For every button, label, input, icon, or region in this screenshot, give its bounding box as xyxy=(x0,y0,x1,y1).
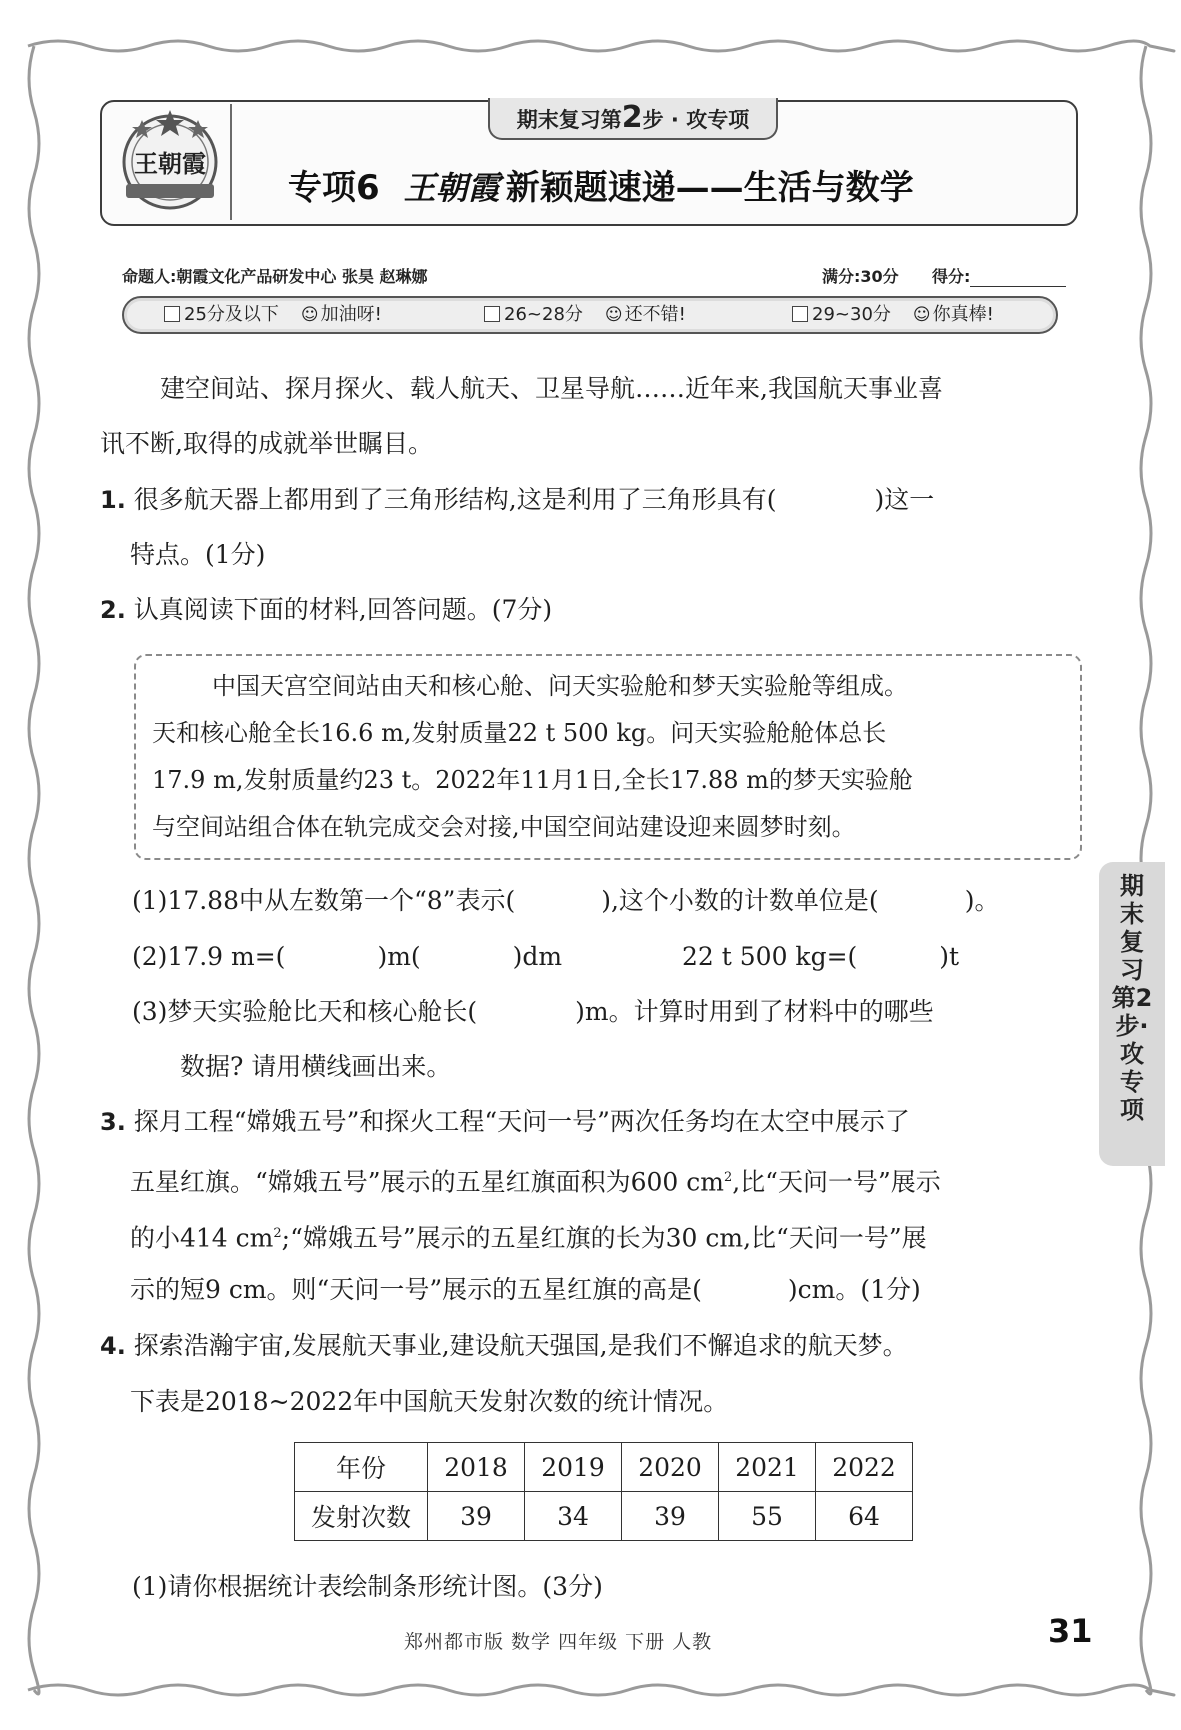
question-1: 1. 很多航天器上都用到了三角形结构,这是利用了三角形具有( )这一 xyxy=(100,485,935,514)
table-cell: 39 xyxy=(428,1492,525,1541)
stage-suffix: 步 · 攻专项 xyxy=(642,108,750,132)
question-2-part-1: (1)17.88中从左数第一个“8”表示( ),这个小数的计数单位是( )。 xyxy=(132,886,1000,915)
question-3-line-3: 的小414 $cm^2;“$嫦娥五号”展示的五星红旗的长为30 cm,比“天问一号”展 xyxy=(130,1223,927,1253)
svg-text:王朝霞: 王朝霞 xyxy=(134,149,206,178)
table-cell: 2020 xyxy=(622,1443,719,1492)
material-line-4: 与空间站组合体在轨完成交会对接,中国空间站建设迎来圆梦时刻。 xyxy=(152,813,856,841)
footer-edition: 郑州都市版 数学 四年级 下册 人教 xyxy=(404,1631,713,1653)
table-header-cell: 年份 xyxy=(295,1443,428,1492)
checkbox-icon[interactable] xyxy=(164,306,180,322)
question-2-part-2b: 22 t 500 kg=( )t xyxy=(682,942,960,971)
intro-line-1: 建空间站、探月探火、载人航天、卫星导航……近年来,我国航天事业喜 xyxy=(160,374,943,403)
table-cell: 2022 xyxy=(816,1443,913,1492)
question-3-line-2: 五星红旗。“嫦娥五号”展示的五星红旗面积为600 $cm^2$,比“天问一号”展示 xyxy=(130,1167,941,1197)
table-row xyxy=(295,1492,913,1541)
publisher-logo xyxy=(112,106,228,218)
logo-divider xyxy=(230,104,232,220)
score-label: 得分: xyxy=(932,267,971,286)
question-4: 4. 探索浩瀚宇宙,发展航天事业,建设航天强国,是我们不懈追求的航天梦。 xyxy=(100,1331,908,1360)
table-cell: 2019 xyxy=(525,1443,622,1492)
question-2-part-2: (2)17.9 m=( )m( )dm xyxy=(132,942,563,971)
question-2-part-3-line-2: 数据? 请用横线画出来。 xyxy=(180,1052,452,1081)
table-cell: 55 xyxy=(719,1492,816,1541)
score-field[interactable] xyxy=(932,264,1066,287)
question-3-line-4: 示的短9 cm。则“天问一号”展示的五星红旗的高是( )cm。(1分) xyxy=(130,1275,921,1304)
question-number: 1. xyxy=(100,486,126,514)
table-cell: 34 xyxy=(525,1492,622,1541)
checkbox-icon[interactable] xyxy=(484,306,500,322)
question-2: 2. 认真阅读下面的材料,回答问题。(7分) xyxy=(100,595,553,624)
stage-number: 2 xyxy=(621,100,643,135)
stage-prefix: 期末复习第 xyxy=(516,108,622,132)
material-line-1: 中国天宫空间站由天和核心舱、问天实验舱和梦天实验舱等组成。 xyxy=(212,672,908,700)
question-1-line-2: 特点。(1分) xyxy=(130,540,266,569)
question-2-part-3: (3)梦天实验舱比天和核心舱长( )m。计算时用到了材料中的哪些 xyxy=(132,997,934,1026)
table-header-cell: 发射次数 xyxy=(295,1492,428,1541)
table-cell: 39 xyxy=(622,1492,719,1541)
question-number: 4. xyxy=(100,1332,126,1360)
question-4-part-1: (1)请你根据统计表绘制条形统计图。(3分) xyxy=(132,1572,603,1601)
table-row xyxy=(295,1443,913,1492)
score-blank[interactable] xyxy=(970,270,1066,287)
question-4-line-2: 下表是2018~2022年中国航天发射次数的统计情况。 xyxy=(130,1387,729,1416)
title-signature: 王朝霞 xyxy=(403,169,500,207)
page-title xyxy=(288,160,1028,214)
page-number: 31 xyxy=(1048,1612,1093,1650)
material-line-3: 17.9 m,发射质量约23 t。2022年11月1日,全长17.88 m的梦天实验舱 xyxy=(152,766,913,794)
material-line-2: 天和核心舱全长16.6 m,发射质量22 t 500 kg。问天实验舱舱体总长 xyxy=(152,719,887,747)
smile-face-icon: ☺ xyxy=(912,305,931,325)
stage-banner xyxy=(488,98,778,140)
smile-face-icon: ☺ xyxy=(300,305,319,325)
launch-stats-table xyxy=(294,1442,913,1541)
rating-option-2[interactable]: 26~28分 ☺ 还不错! xyxy=(484,301,686,329)
question-number: 2. xyxy=(100,596,126,624)
table-cell: 2018 xyxy=(428,1443,525,1492)
intro-line-2: 讯不断,取得的成就举世瞩目。 xyxy=(100,429,433,458)
table-cell: 2021 xyxy=(719,1443,816,1492)
title-subject: 新颖题速递——生活与数学 xyxy=(505,168,914,208)
rating-option-3[interactable]: 29~30分 ☺ 你真棒! xyxy=(792,301,994,329)
title-topic: 专项6 xyxy=(288,168,380,208)
table-cell: 64 xyxy=(816,1492,913,1541)
question-3: 3. 探月工程“嫦娥五号”和探火工程“天问一号”两次任务均在太空中展示了 xyxy=(100,1107,910,1136)
side-tab-label: 期末复习第2步·攻专项 xyxy=(1111,872,1153,1124)
rating-option-1[interactable]: 25分及以下 ☺ 加油呀! xyxy=(164,301,382,329)
question-number: 3. xyxy=(100,1108,126,1136)
full-score: 满分:30分 xyxy=(822,267,899,286)
smile-face-icon: ☺ xyxy=(604,305,623,325)
checkbox-icon[interactable] xyxy=(792,306,808,322)
author-line: 命题人:朝霞文化产品研发中心 张昊 赵琳娜 xyxy=(122,267,428,286)
